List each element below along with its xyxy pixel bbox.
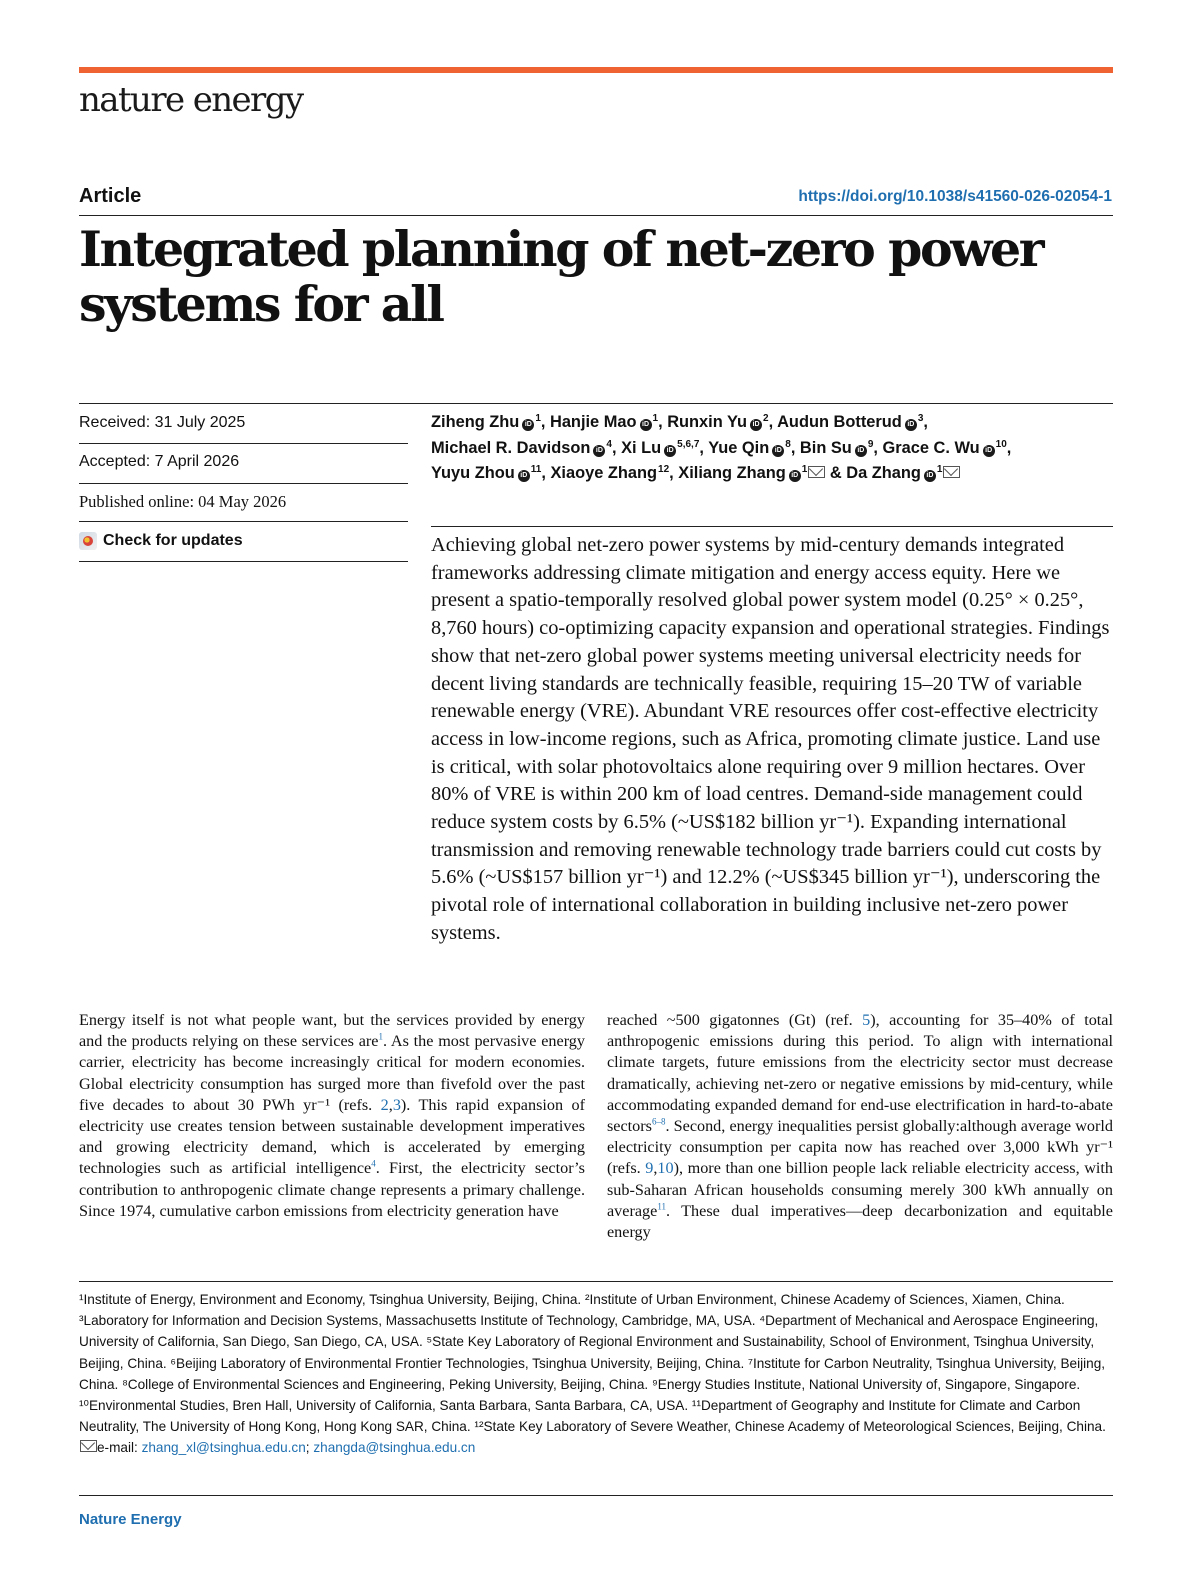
author-name[interactable]: Yue Qin: [708, 438, 770, 457]
author-affiliation: 8: [785, 438, 791, 450]
author-affiliation: 5,6,7: [677, 438, 700, 450]
author-name[interactable]: Michael R. Davidson: [431, 438, 591, 457]
email-link-1[interactable]: zhang_xl@tsinghua.edu.cn: [141, 1440, 306, 1456]
mail-icon: [80, 1440, 97, 1452]
author-affiliation: 3: [917, 413, 924, 424]
orcid-icon[interactable]: iD: [924, 470, 936, 482]
author-separator: ,: [790, 438, 800, 457]
author-affiliation: 9: [867, 438, 874, 450]
meta-rule-4: [79, 561, 408, 562]
citation-link[interactable]: 1: [378, 1031, 383, 1042]
author-separator: ,: [699, 438, 709, 457]
orcid-icon[interactable]: iD: [593, 445, 605, 457]
author-affiliation: 12: [658, 464, 670, 475]
author-separator: ,: [540, 413, 550, 431]
author-separator: &: [825, 464, 847, 482]
citation-link[interactable]: 2: [380, 1095, 389, 1114]
mail-icon[interactable]: [808, 466, 825, 478]
author-affiliation: 4: [606, 438, 612, 450]
footer-divider: [79, 1495, 1113, 1496]
author-name[interactable]: Ziheng Zhu: [431, 413, 520, 431]
author-separator: ,: [1006, 438, 1012, 457]
footer-journal-name: Nature Energy: [79, 1511, 182, 1528]
author-affiliation: 1: [535, 413, 541, 424]
citation-link[interactable]: 6–8: [651, 1116, 666, 1127]
affiliations-divider: [79, 1281, 1113, 1282]
author-affiliation: 10: [995, 438, 1007, 450]
body-column-2: reached ~500 gigatonnes (Gt) (ref. 5), accounting for 35–40% of total anthropogenic emissions during this period. To align with international climate targets, future emissions from the electricity sector must decrease dramatically, achieving net-zero or negative emissions by mid-century, while accommodating expanded demand for end-use electrification in hard-to-abate sectors$^{6-8}$. Second, energy inequalities persist globally:although average world electricity consumption per capita now has reached over 3,000 kWh yr⁻¹ (refs. 9,10), more than one billion people lack reliable electricity access, with sub-Saharan African households consuming merely 300 kWh annually on average$^{11}$. These dual imperatives—deep decarbonization and equitable energy: [607, 1011, 1114, 1242]
abstract: Achieving global net-zero power systems by mid-century demands integrated frameworks addressing climate mitigation and energy access equity. Here we present a spatio-temporally resolved global power system model (0.25° × 0.25°, 8,760 hours) co-optimizing capacity expansion and operational strategies. Findings show that net-zero global power systems meeting universal electricity needs for decent living standards are technically feasible, requiring 15–20 TW of variable renewable energy (VRE). Abundant VRE resources offer cost-effective electricity access in low-income regions, such as Africa, promoting climate justice. Land use is critical, with solar photovoltaics alone requiring over 9 million hectares. Over 80% of VRE is within 200 km of load centres. Demand-side management could reduce system costs by 6.5% (~US$182 billion yr⁻¹). Expanding international transmission and removing renewable technology trade barriers could cut costs by 5.6% (~US$157 billion yr⁻¹) and 12.2% (~US$345 billion yr⁻¹), underscoring the pivotal role of international collaboration in building inclusive net-zero power systems.: [431, 534, 1110, 944]
author-affiliation: 1: [652, 413, 659, 424]
author-name[interactable]: Grace C. Wu: [882, 438, 980, 457]
author-affiliation: 11: [530, 464, 542, 475]
author-name[interactable]: Xiaoye Zhang: [550, 464, 658, 482]
citation-link[interactable]: 10: [657, 1159, 674, 1178]
orcid-icon[interactable]: iD: [789, 470, 801, 482]
author-affiliation: 2: [763, 413, 769, 424]
title-line-2: systems for all: [79, 275, 443, 333]
citation-link[interactable]: 3: [392, 1095, 401, 1114]
author-name[interactable]: Xiliang Zhang: [678, 464, 786, 482]
author-affiliation: 1: [936, 464, 943, 475]
author-name[interactable]: Bin Su: [799, 438, 852, 457]
affiliations: ¹Institute of Energy, Environment and Economy, Tsinghua University, Beijing, China. ²Institute of Urban Environment, Chinese Academy of Sciences, Xiamen, China. ³Laboratory for Information and Decision Systems, Massachusetts Institute of Technology, Cambridge, MA, USA. ⁴Department of Mechanical and Aerospace Engineering, University of California, San Diego, San Diego, CA, USA. ⁵State Key Laboratory of Regional Environment and Sustainability, School of Environment, Tsinghua University, Beijing, China. ⁶Beijing Laboratory of Environmental Frontier Technologies, Tsinghua University, Beijing, China. ⁷Institute for Carbon Neutrality, Tsinghua University, Beijing, China. ⁸College of Environmental Sciences and Engineering, Peking University, Beijing, China. ⁹Energy Studies Institute, National University of, Singapore, Singapore. ¹⁰Environmental Studies, Bren Hall, University of California, Santa Barbara, Santa Barbara, CA, USA. ¹¹Department of Geography and Institute for Climate and Carbon Neutrality, The University of Hong Kong, Hong Kong SAR, China. ¹²State Key Laboratory of Severe Weather, Chinese Academy of Meteorological Sciences, Beijing, China. e-mail: zhang_xl@tsinghua.edu.cn; zhangda@tsinghua.edu.cn: [79, 1292, 1106, 1456]
accepted-date: Accepted: 7 April 2026: [79, 453, 240, 470]
author-separator: ,: [541, 464, 551, 482]
orcid-icon[interactable]: iD: [905, 419, 917, 431]
orcid-icon[interactable]: iD: [518, 470, 530, 482]
author-separator: ,: [873, 438, 883, 457]
citation-link[interactable]: 5: [862, 1011, 871, 1029]
meta-rule-1: [79, 443, 408, 444]
orcid-icon[interactable]: iD: [983, 445, 995, 457]
orcid-icon[interactable]: iD: [640, 419, 652, 431]
author-name[interactable]: Hanjie Mao: [549, 413, 637, 431]
author-name[interactable]: Da Zhang: [846, 464, 921, 482]
body-column-1: Energy itself is not what people want, but the services provided by energy and the products relying on these services are$^1$. As the most pervasive energy carrier, electricity has become increasingly critical for modern economies. Global electricity consumption has surged more than fivefold over the past five decades to about 30 PWh yr⁻¹ (refs. 2,3). This rapid expansion of electricity use creates tension between sustainable development imperatives and growing electricity demand, which is accelerated by emerging technologies such as artificial intelligence$^4$. First, the electricity sector’s contribution to anthropogenic climate change represents a primary challenge. Since 1974, cumulative carbon emissions from electricity generation have: [79, 1011, 585, 1220]
mail-icon[interactable]: [943, 466, 960, 478]
title-line-1: Integrated planning of net-zero power: [79, 220, 1043, 278]
check-updates-label: Check for updates: [103, 532, 243, 549]
header-divider: [79, 215, 1113, 216]
orcid-icon[interactable]: iD: [522, 419, 534, 431]
article-title: [79, 222, 1079, 332]
meta-rule-2: [79, 483, 408, 484]
author-separator: ,: [611, 438, 622, 457]
email-link-2[interactable]: zhangda@tsinghua.edu.cn: [313, 1440, 476, 1456]
author-affiliation: 1: [801, 464, 808, 475]
abstract-divider: [431, 526, 1113, 527]
check-for-updates-button[interactable]: [79, 532, 243, 550]
journal-logo: nature energy: [79, 80, 303, 120]
orcid-icon[interactable]: iD: [664, 445, 676, 457]
author-list: [431, 410, 1111, 487]
author-name[interactable]: Xi Lu: [621, 438, 662, 457]
meta-rule-3: [79, 521, 408, 522]
author-name[interactable]: Audun Botterud: [777, 413, 902, 431]
doi-link[interactable]: https://doi.org/10.1038/s41560-026-02054-1: [798, 188, 1112, 205]
author-name[interactable]: Yuyu Zhou: [431, 464, 515, 482]
article-type: Article: [79, 185, 142, 207]
citation-link[interactable]: 9: [645, 1159, 654, 1178]
author-separator: ,: [658, 413, 668, 431]
orcid-icon[interactable]: iD: [750, 419, 762, 431]
author-separator: ,: [923, 413, 928, 431]
orcid-icon[interactable]: iD: [772, 445, 784, 457]
author-name[interactable]: Runxin Yu: [667, 413, 748, 431]
citation-link[interactable]: 4: [371, 1159, 376, 1170]
received-date: Received: 31 July 2025: [79, 414, 246, 431]
meta-divider: [79, 403, 1113, 404]
top-accent-bar: [79, 67, 1113, 73]
crossmark-icon: [79, 532, 97, 550]
orcid-icon[interactable]: iD: [855, 445, 867, 457]
author-separator: ,: [669, 464, 679, 482]
citation-link[interactable]: 11: [657, 1201, 666, 1212]
published-date: Published online: 04 May 2026: [79, 492, 287, 511]
author-separator: ,: [768, 413, 778, 431]
